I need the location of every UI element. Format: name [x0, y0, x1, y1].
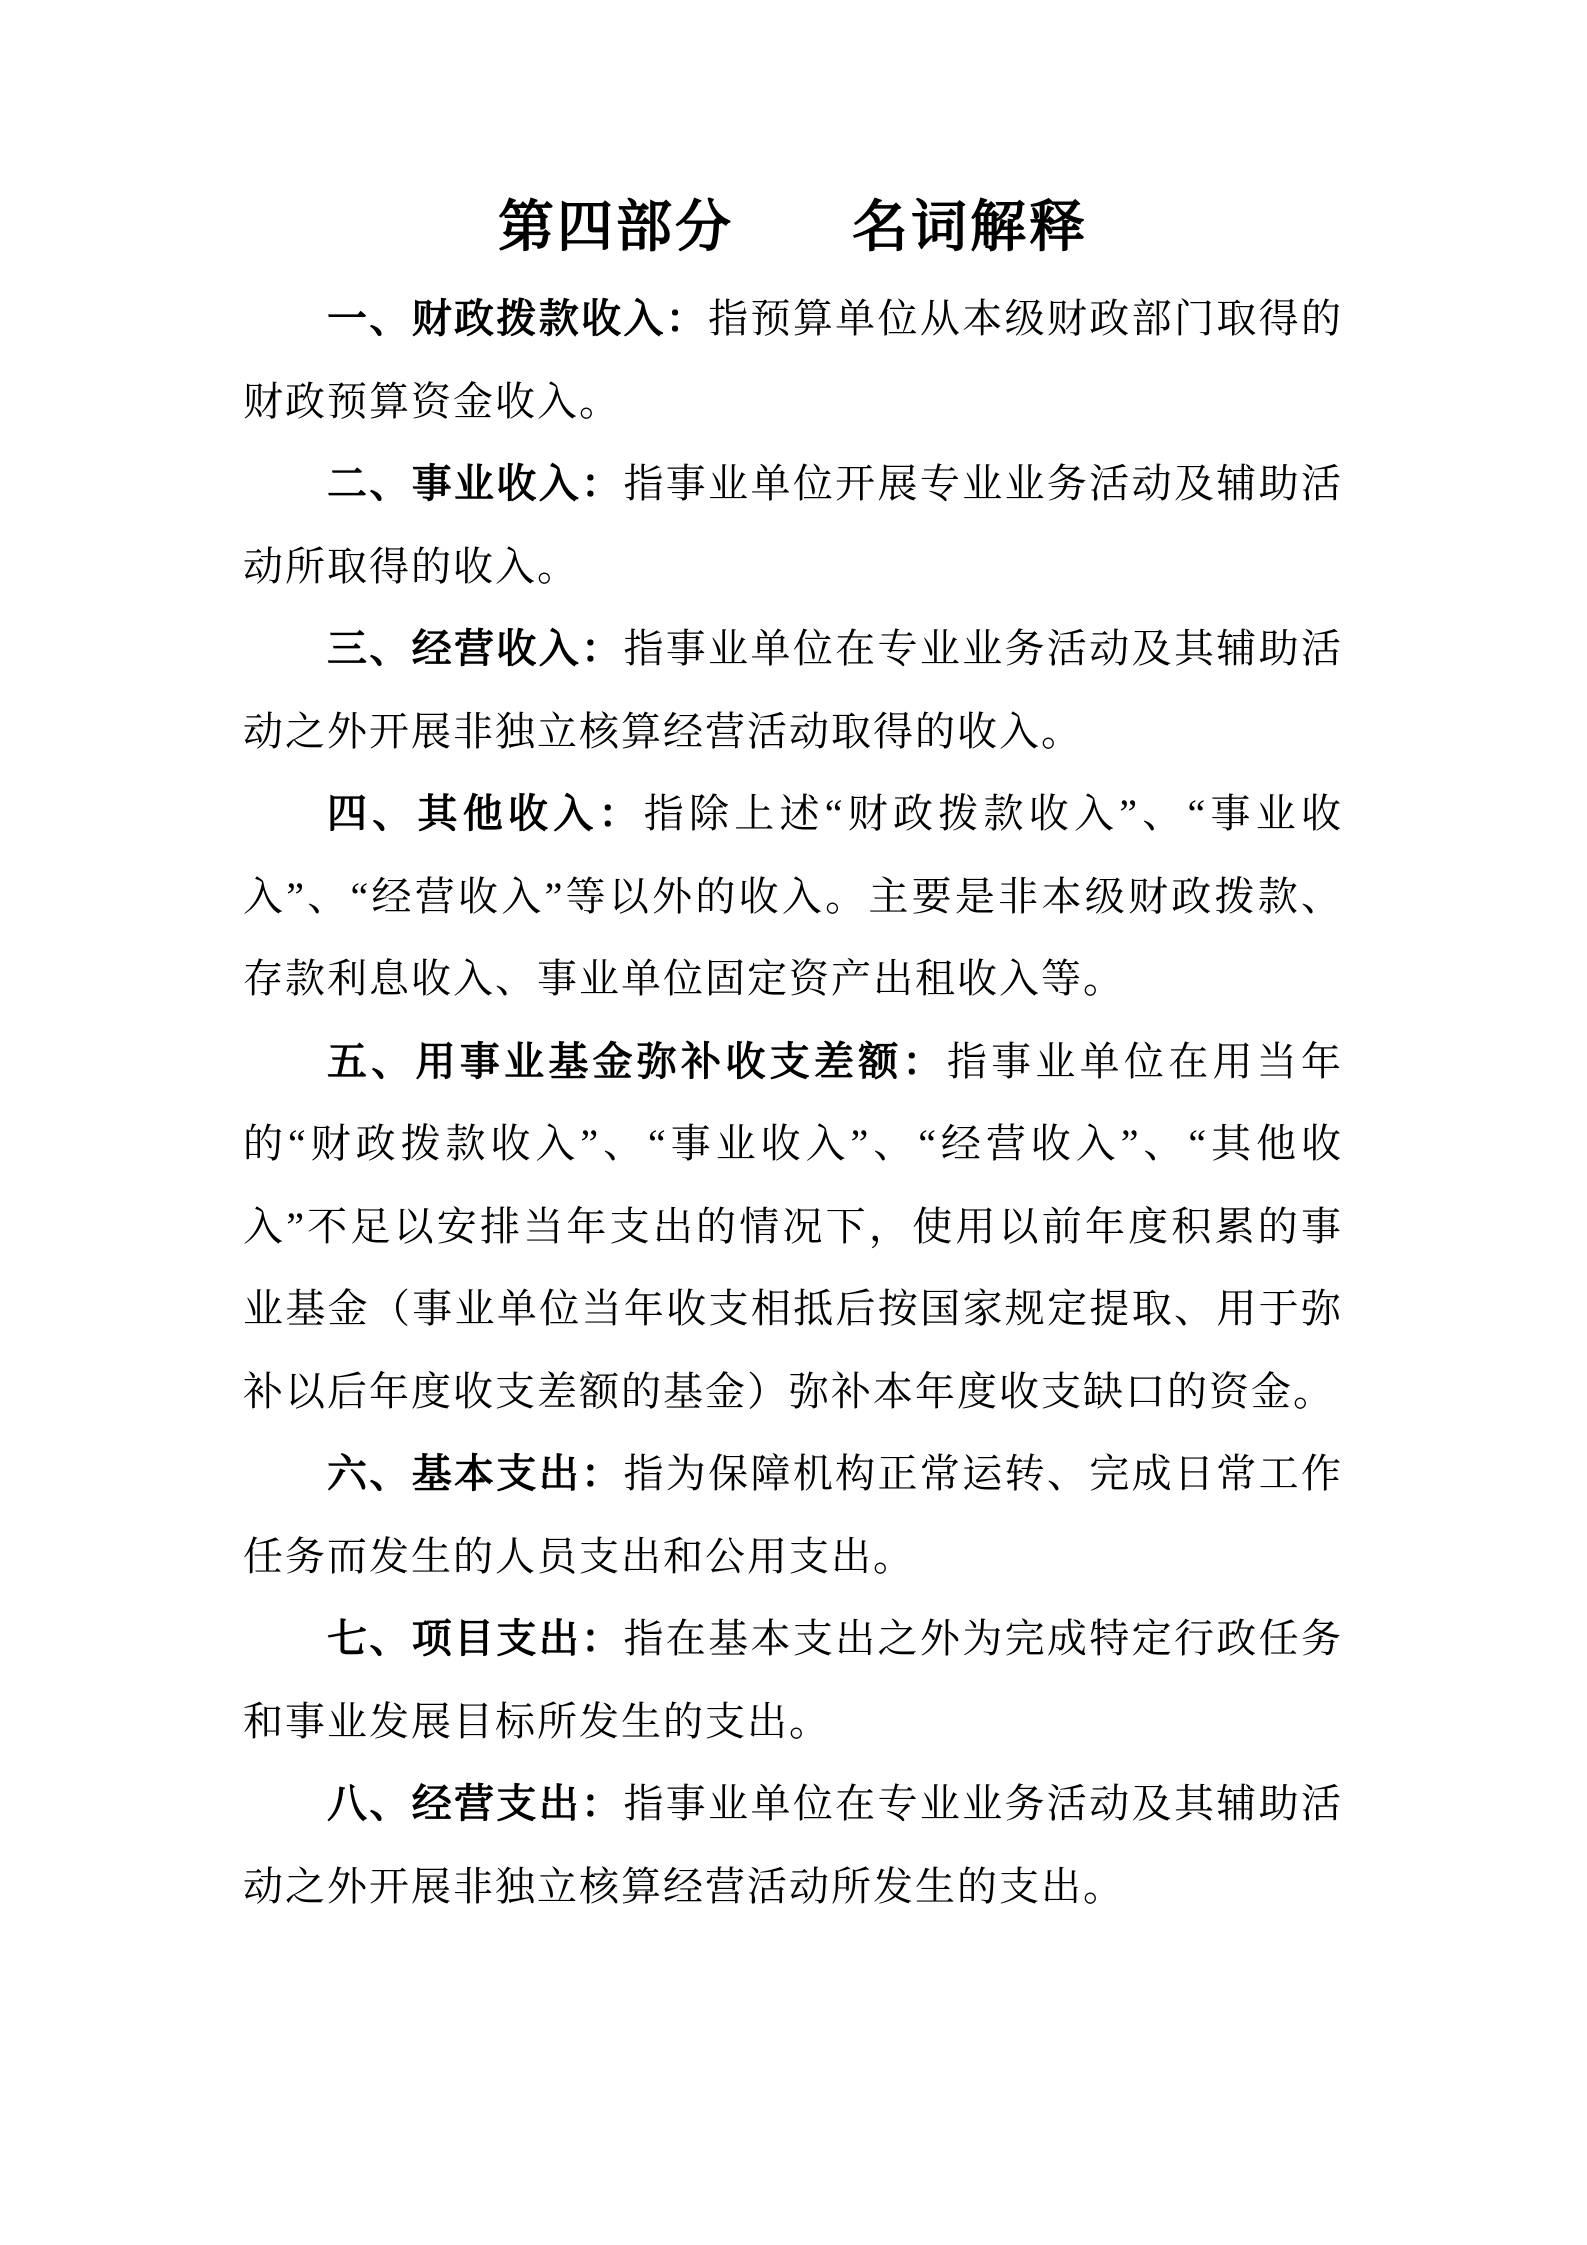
definition-paragraph	[243, 608, 1343, 773]
term-definition: 指为保障机构正常运转、完成日常工作任务而发生的人员支出和公用支出。	[243, 1451, 1344, 1579]
page-title: 第四部分 名词解释	[498, 195, 1088, 258]
definition-paragraph	[243, 278, 1343, 443]
definition-paragraph	[243, 773, 1343, 1021]
definition-paragraph	[243, 1598, 1343, 1763]
term-label: 八、经营支出：	[327, 1782, 624, 1826]
definition-paragraph	[243, 1433, 1343, 1598]
term-definition: 指事业单位开展专业业务活动及辅助活动所取得的收入。	[243, 461, 1344, 589]
term-label: 三、经营收入：	[327, 627, 624, 671]
term-definition: 指事业单位在用当年的“财政拨款收入”、“事业收入”、“经营收入”、“其他收入”不足以安排当年支出的情况下，使用以前年度积累的事业基金（事业单位当年收支相抵后按国家规定提取、用于弥补以后年度收支差额的基金）弥补本年度收支缺口的资金。	[243, 1038, 1344, 1414]
term-definition: 指除上述“财政拨款收入”、“事业收入”、“经营收入”等以外的收入。主要是非本级财政拨款、存款利息收入、事业单位固定资产出租收入等。	[243, 791, 1344, 1001]
term-label: 七、项目支出：	[327, 1617, 624, 1661]
term-label: 四、其他收入：	[327, 792, 644, 836]
term-label: 一、财政拨款收入：	[327, 297, 709, 341]
term-definition: 指预算单位从本级财政部门取得的财政预算资金收入。	[243, 296, 1344, 424]
definition-paragraph	[243, 443, 1343, 608]
term-definition: 指在基本支出之外为完成特定行政任务和事业发展目标所发生的支出。	[243, 1616, 1344, 1744]
term-definition: 指事业单位在专业业务活动及其辅助活动之外开展非独立核算经营活动所发生的支出。	[243, 1781, 1344, 1909]
term-label: 二、事业收入：	[327, 462, 624, 506]
definition-paragraph	[243, 1021, 1343, 1434]
definitions-list	[243, 278, 1343, 1928]
term-label: 五、用事业基金弥补收支差额：	[327, 1039, 947, 1084]
definition-paragraph	[243, 1763, 1343, 1928]
term-label: 六、基本支出：	[327, 1452, 624, 1496]
term-definition: 指事业单位在专业业务活动及其辅助活动之外开展非独立核算经营活动取得的收入。	[243, 626, 1344, 754]
